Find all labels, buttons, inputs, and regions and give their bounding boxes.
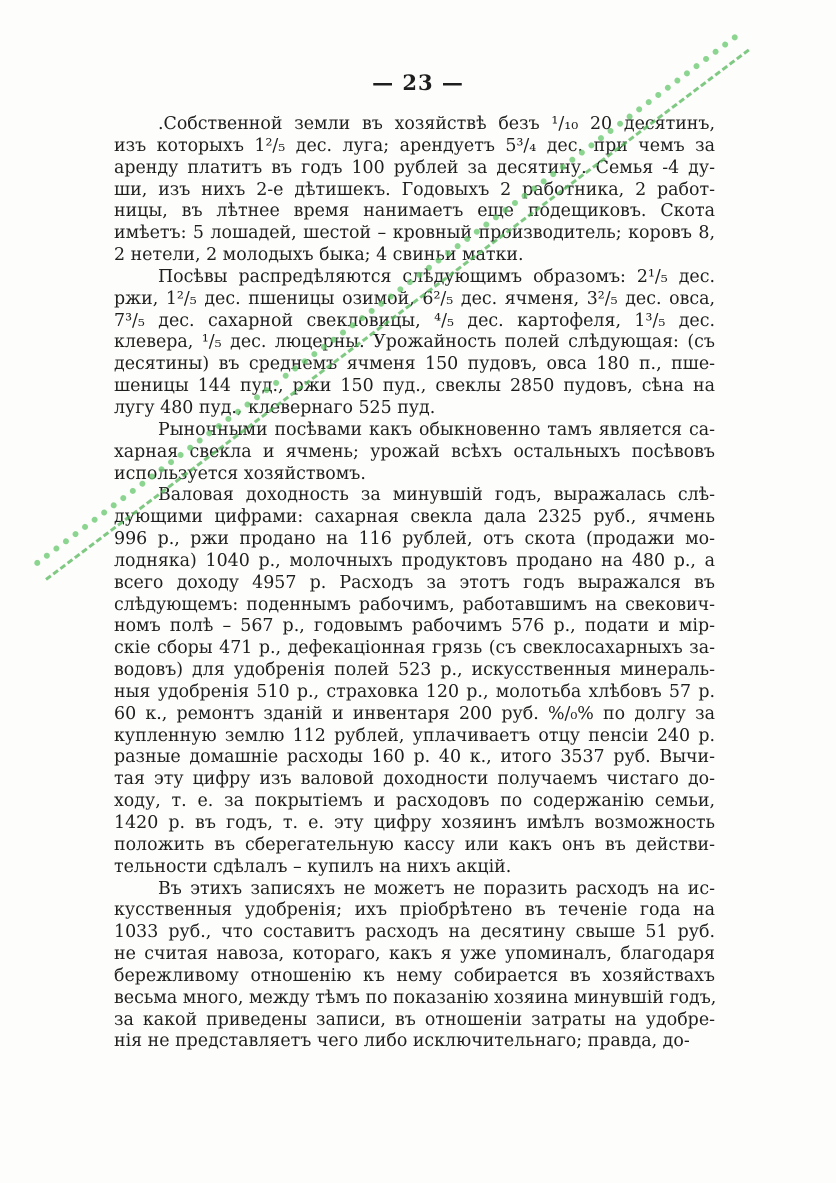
text-line: купленную землю 112 рублей, уплачиваетъ отцу пенсіи 240 р. (114, 725, 715, 746)
text-line: 996 р., ржи продано на 116 рублей, отъ скота (продажи мо- (114, 529, 715, 550)
text-line: лодняка) 1040 р., молочныхъ продуктовъ продано на 480 р., а (114, 550, 715, 571)
text-line: изъ которыхъ 1²/₅ дес. луга; арендуетъ 5³/₄ дес. при чемъ за (114, 135, 715, 156)
text-line: аренду платитъ въ годъ 100 рублей за десятину. Семья -4 ду- (114, 157, 715, 178)
text-line: положить въ сберегательную кассу или какъ онъ въ действи- (114, 834, 715, 855)
text-line: шеницы 144 пуд., ржи 150 пуд., свеклы 2850 пудовъ, сѣна на (114, 376, 715, 397)
text-line: 60 к., ремонтъ зданій и инвентаря 200 руб. %/₀% по долгу за (114, 703, 715, 724)
text-line: не считая навоза, котораго, какъ я уже упоминалъ, благодаря (114, 944, 715, 965)
text-line: клевера, ¹/₅ дес. люцерны. Урожайность полей слѣдующая: (съ (114, 332, 715, 353)
text-line: ржи, 1²/₅ дес. пшеницы озимой, 6²/₅ дес. ячменя, 3²/₅ дес. овса, (114, 288, 715, 309)
text-line: слѣдующемъ: поденнымъ рабочимъ, работавшимъ на свекович- (114, 594, 715, 615)
text-line: Рыночными посѣвами какъ обыкновенно тамъ является са- (158, 419, 715, 440)
text-line: номъ полѣ – 567 р., годовымъ рабочимъ 576 р., подати и мір- (114, 616, 715, 637)
text-line: 2 нетели, 2 молодыхъ быка; 4 свиньи матки. (114, 245, 524, 266)
paragraph (114, 879, 715, 1054)
paragraph (114, 267, 715, 420)
text-line: Валовая доходность за минувшій годъ, выражалась слѣ- (158, 485, 715, 506)
text-line: ницы, въ лѣтнее время нанимаетъ еще подещиковъ. Скота (114, 201, 715, 222)
text-line: Въ этихъ записяхъ не можетъ не поразить расходъ на ис- (158, 878, 715, 899)
text-line: всего доходу 4957 р. Расходъ за этотъ годъ выражался въ (114, 572, 715, 593)
text-line: ходу, т. е. за покрытіемъ и расходовъ по содержанію семьи, (114, 791, 715, 812)
text-line: дующими цифрами: сахарная свекла дала 2325 руб., ячмень (114, 507, 715, 528)
text-line: .Собственной земли въ хозяйствѣ безъ ¹/₁₀ 20 десятинъ, (158, 114, 715, 134)
paragraph (114, 420, 715, 486)
text-line: тельности сдѣлалъ – купилъ на нихъ акцій. (114, 856, 512, 877)
text-line: 7³/₅ дес. сахарной свекловицы, ⁴/₅ дес. картофеля, 1³/₅ дес. (114, 310, 715, 331)
text-line: ныя удобренія 510 р., страховка 120 р., молотьба хлѣбовъ 57 р. (114, 681, 715, 702)
text-line: водовъ) для удобренія полей 523 р., искусственныя минераль- (114, 660, 715, 681)
text-line: имѣетъ: 5 лошадей, шестой – кровный производитель; коровъ 8, (114, 223, 715, 244)
text-line: весьма много, между тѣмъ по показанію хозяина минувшій годъ, (114, 987, 717, 1008)
text-line: бережливому отношенію къ нему собирается въ хозяйствахъ (114, 965, 715, 986)
text-line: тая эту цифру изъ валовой доходности получаемъ чистаго до- (114, 769, 715, 790)
text-line: десятины) въ среднемъ ячменя 150 пудовъ, овса 180 п., пше- (114, 354, 715, 375)
paragraph (114, 485, 715, 878)
text-line: 1033 руб., что составитъ расходъ на десятину свыше 51 руб. (114, 922, 715, 943)
text-line: используется хозяйствомъ. (114, 463, 366, 484)
text-line: за какой приведены записи, въ отношеніи затраты на удобре- (114, 1009, 715, 1030)
page-number: — 23 — (372, 70, 464, 95)
text-line: нія не представляетъ чего либо исключительнаго; правда, до- (114, 1031, 690, 1052)
paragraph (114, 114, 715, 267)
text-line: 1420 р. въ годъ, т. е. эту цифру хозяинъ имѣлъ возможность (114, 813, 715, 833)
body-text (114, 114, 715, 1053)
text-line: ши, изъ нихъ 2-е дѣтишекъ. Годовыхъ 2 работника, 2 работ- (114, 179, 715, 200)
text-line: кусственныя удобренія; ихъ пріобрѣтено въ теченіе года на (114, 900, 715, 921)
text-line: харная свекла и ячмень; урожай всѣхъ остальныхъ посѣвовъ (114, 441, 715, 462)
text-line: лугу 480 пуд., клевернаго 525 пуд. (114, 397, 436, 418)
text-line: разные домашніе расходы 160 р. 40 к., итого 3537 руб. Вычи- (114, 747, 715, 768)
text-line: скіе сборы 471 р., дефекаціонная грязь (съ свеклосахарныхъ за- (114, 638, 715, 659)
text-line: Посѣвы распредѣляются слѣдующимъ образомъ: 2¹/₅ дес. (158, 266, 715, 287)
